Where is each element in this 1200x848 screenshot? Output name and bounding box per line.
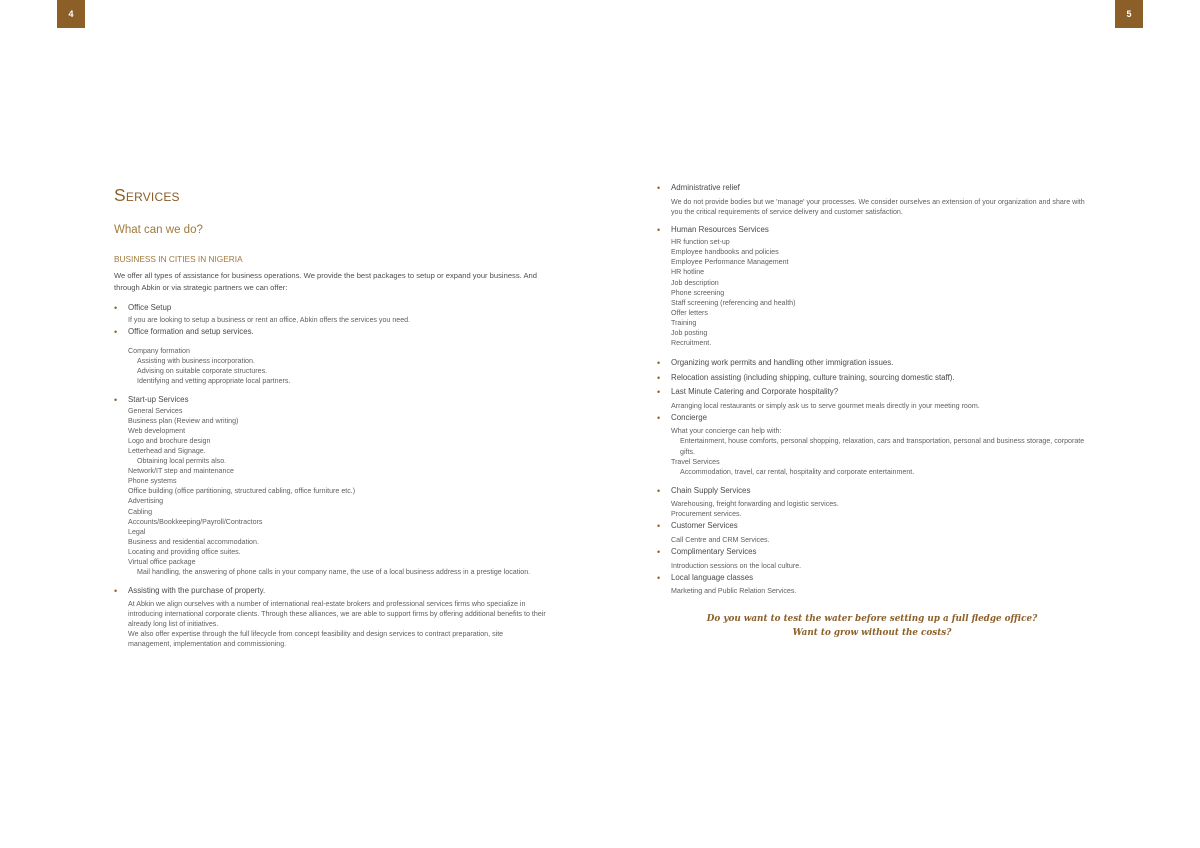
list-item-catering [657, 387, 1087, 411]
customer-services-desc: Call Centre and CRM Services. [671, 535, 770, 544]
concierge-help: Entertainment, house comforts, personal shopping, relaxation, cars and transportation, personal and business storage, corporate gifts. [680, 437, 1085, 456]
list-item-language-classes [657, 573, 1087, 597]
list-line: Job posting [671, 329, 708, 338]
office-formation-label: • Office formation and setup services. [128, 327, 254, 337]
page-number-right-text: 5 [1126, 9, 1132, 19]
page-number-left [57, 0, 85, 28]
list-line: Training [671, 318, 697, 327]
admin-relief-desc: We do not provide bodies but we 'manage' your processes. We consider ourselves an extension of your organization and share with you the critical requirements of service delivery and customer satisfaction. [671, 197, 1085, 216]
complimentary-services-desc: Introduction sessions on the local culture. [671, 561, 802, 570]
intro-paragraph: We offer all types of assistance for business operations. We provide the best packages to setup or expand your business. And through Abkin or via strategic partners we can offer: [114, 271, 537, 293]
language-classes-desc: Marketing and Public Relation Services. [671, 587, 797, 596]
list-item-customer-services [657, 521, 1087, 545]
list-line: Offer letters [671, 308, 708, 317]
list-item-relocation [657, 373, 1087, 384]
language-classes-label: • Local language classes [671, 572, 754, 582]
left-page-content [114, 183, 546, 649]
page-number-right [1115, 0, 1143, 28]
list-line: Staff screening (referencing and health) [671, 298, 796, 307]
list-line: Phone screening [671, 288, 725, 297]
list-line: Procurement services. [671, 510, 742, 519]
page-title: Services [114, 185, 180, 205]
list-item-hr-services [657, 225, 1087, 349]
list-line: Accounts/Bookkeeping/Payroll/Contractors [128, 517, 263, 526]
list-line: Advertising [128, 497, 164, 506]
list-line: HR function set-up [671, 238, 730, 247]
list-item-complimentary-services [657, 547, 1087, 571]
list-line: Phone systems [128, 477, 177, 486]
list-item-work-permits [657, 358, 1087, 369]
chain-supply-label: • Chain Supply Services [671, 485, 751, 495]
concierge-label: • Concierge [671, 412, 707, 422]
list-line: Locating and providing office suites. [128, 547, 241, 556]
startup-label: • Start-up Services [128, 395, 189, 405]
list-line: Assisting with business incorporation. [137, 356, 255, 365]
list-line: Letterhead and Signage. [128, 446, 206, 455]
list-line: Obtaining local permits also. [137, 457, 227, 466]
office-setup-desc: If you are looking to setup a business or rent an office, Abkin offers the services you need. [128, 316, 411, 325]
list-line: Employee handbooks and policies [671, 248, 779, 257]
list-line: Job description [671, 278, 719, 287]
catering-desc: Arranging local restaurants or simply ask us to serve gourmet meals directly in your meeting room. [671, 401, 980, 410]
concierge-intro: What your concierge can help with: [671, 427, 782, 436]
list-item-concierge [657, 413, 1087, 477]
customer-services-label: • Customer Services [671, 521, 738, 531]
property-paragraph-1: At Abkin we align ourselves with a number of international real-estate brokers and professional services firms who specialize in introducing international corporate clients. Through these alliances, we are able to support firms by offering additional benefits to their already long list of initiatives. [128, 599, 546, 628]
list-line: Advising on suitable corporate structures. [137, 366, 268, 375]
property-paragraph-2: We also offer expertise through the full lifecycle from concept feasibility and design services to contract preparation, site management, implementation and commissioning. [128, 629, 504, 649]
list-item-chain-supply [657, 486, 1087, 520]
list-item-property [114, 586, 546, 649]
property-label: • Assisting with the purchase of property. [128, 586, 266, 596]
list-line: Business and residential accommodation. [128, 537, 259, 546]
cta-line-2: Want to grow without the costs? [792, 628, 952, 639]
right-page-content [657, 183, 1087, 640]
company-formation-heading: Company formation [128, 346, 190, 355]
catering-label: • Last Minute Catering and Corporate hospitality? [671, 387, 839, 397]
section-subtitle: What can we do? [114, 224, 203, 236]
list-item-admin-relief [657, 183, 1087, 217]
relocation-label: • Relocation assisting (including shipping, culture training, sourcing domestic staff). [671, 372, 955, 382]
section-subheading: BUSINESS IN CITIES IN NIGERIA [114, 254, 243, 264]
call-to-action [657, 612, 1087, 640]
list-line: Identifying and vetting appropriate local partners. [137, 376, 291, 385]
list-line: Warehousing, freight forwarding and logistic services. [671, 500, 839, 509]
list-line: HR hotline [671, 268, 705, 277]
list-item-office-setup [114, 303, 546, 326]
cta-line-1: Do you want to test the water before setting up a full fledge office? [706, 614, 1038, 625]
hr-label: • Human Resources Services [671, 224, 769, 234]
list-line: Cabling [128, 507, 153, 516]
list-line: Office building (office partitioning, structured cabling, office furniture etc.) [128, 487, 356, 496]
list-line: Network/IT step and maintenance [128, 467, 234, 476]
list-line: Employee Performance Management [671, 258, 789, 267]
list-line: Logo and brochure design [128, 436, 211, 445]
list-item-office-formation [114, 327, 546, 386]
list-line: Business plan (Review and writing) [128, 416, 239, 425]
travel-services-desc: Accommodation, travel, car rental, hospitality and corporate entertainment. [680, 467, 915, 476]
list-line: General Services [128, 406, 183, 415]
list-line: Recruitment. [671, 339, 712, 348]
complimentary-services-label: • Complimentary Services [671, 547, 757, 557]
list-line: Virtual office package [128, 557, 196, 566]
list-line: Web development [128, 426, 186, 435]
list-line: Legal [128, 527, 146, 536]
list-line: Mail handling, the answering of phone calls in your company name, the use of a local business address in a prestige location. [137, 568, 531, 577]
travel-services-heading: Travel Services [671, 457, 720, 466]
office-setup-label: • Office Setup [128, 302, 172, 312]
admin-relief-label: • Administrative relief [671, 183, 740, 192]
page-number-left-text: 4 [68, 9, 74, 19]
work-permits-label: • Organizing work permits and handling other immigration issues. [671, 358, 894, 368]
list-item-startup-services [114, 395, 546, 577]
